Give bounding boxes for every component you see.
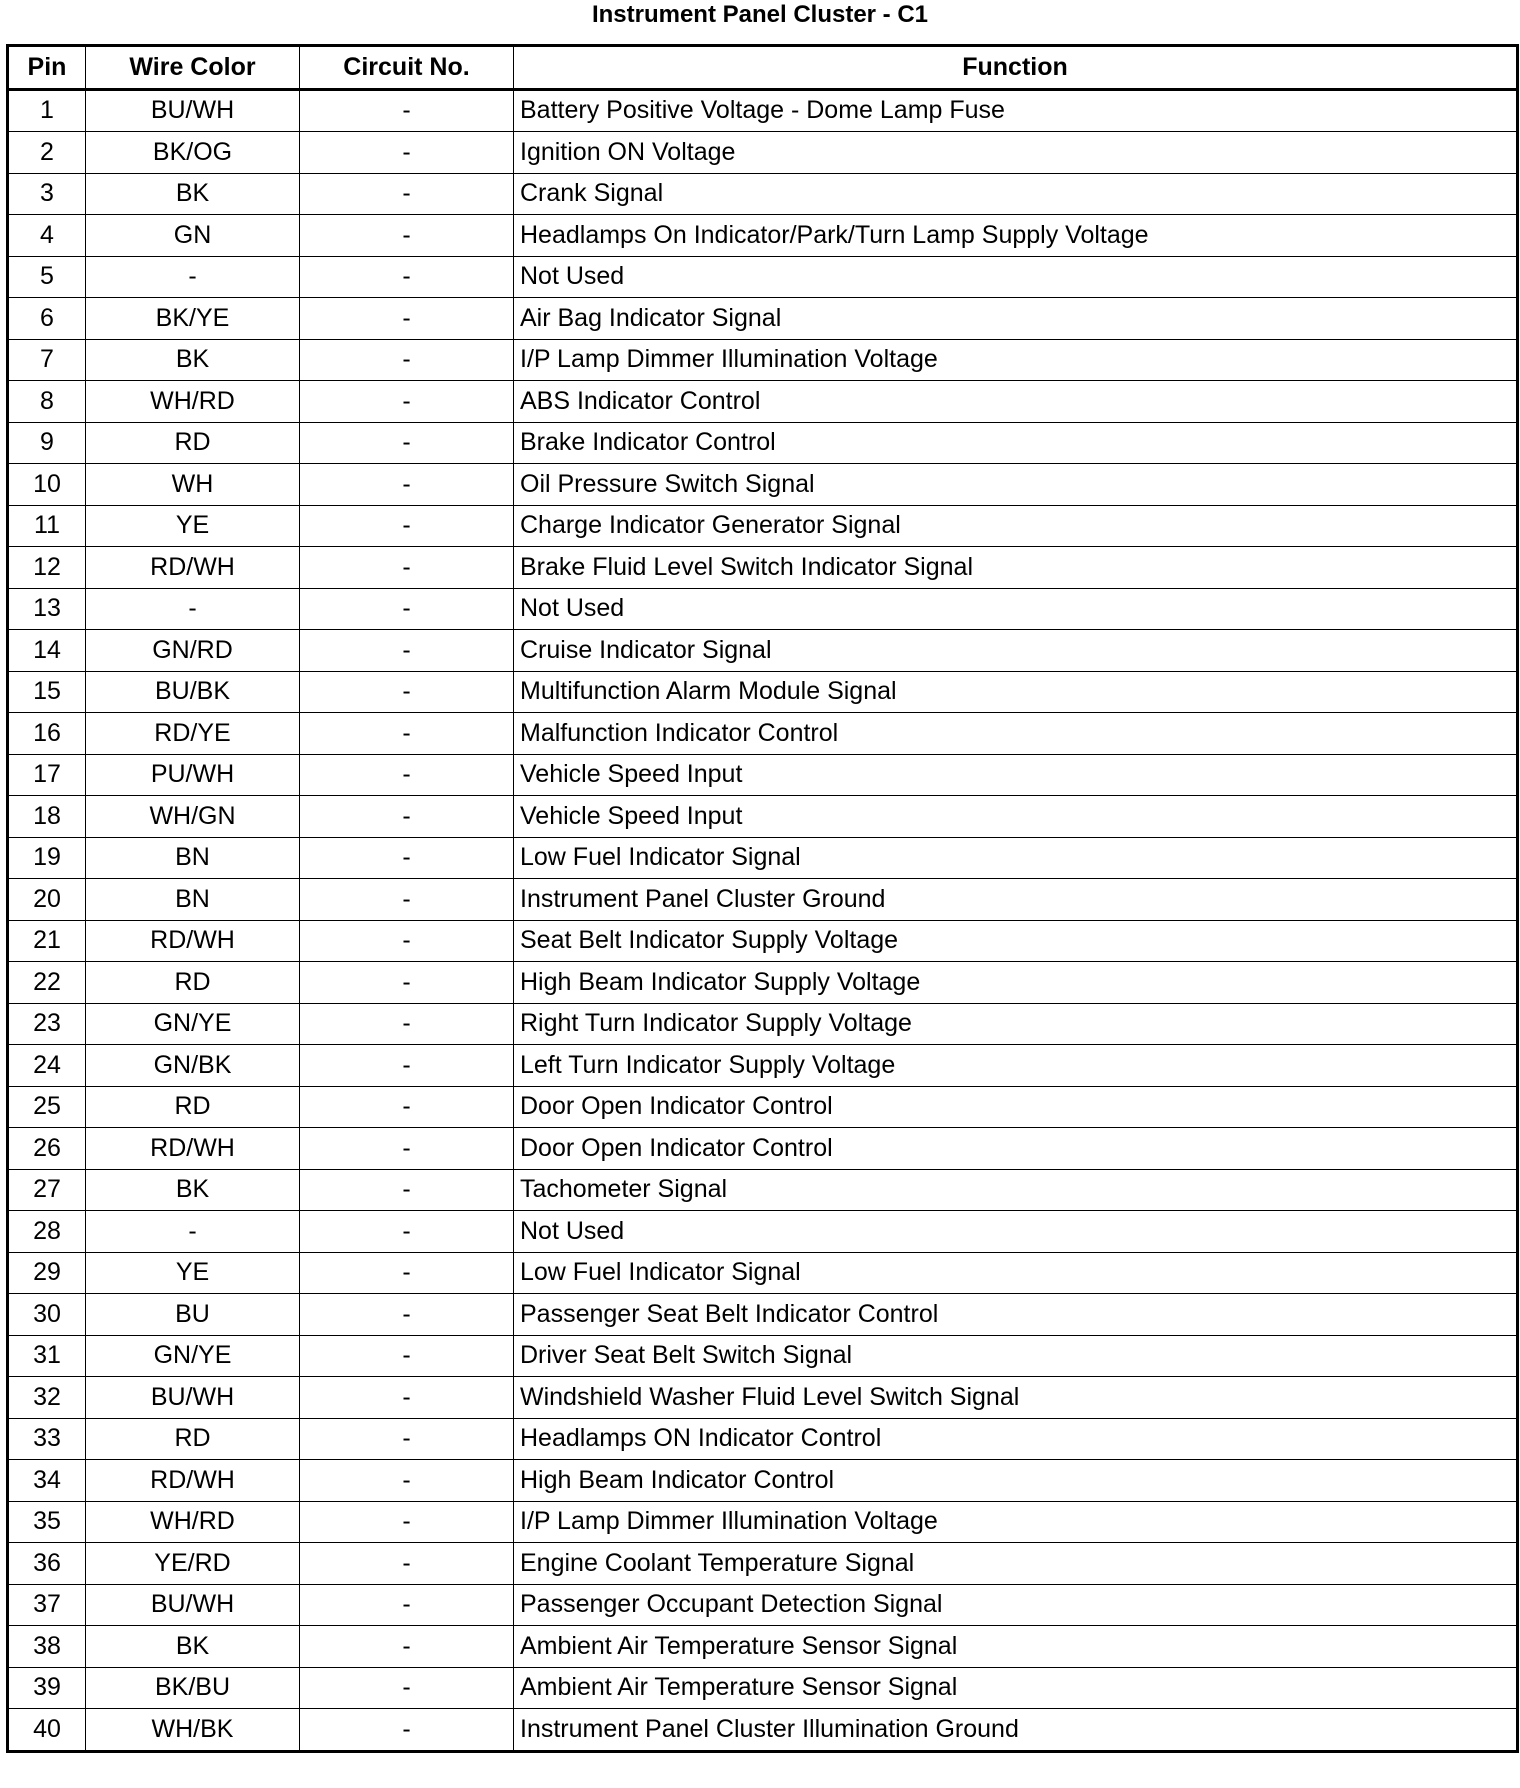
pin-cell: 29 — [8, 1252, 86, 1294]
circuit-no-cell: - — [300, 796, 514, 838]
function-cell: Headlamps ON Indicator Control — [514, 1418, 1518, 1460]
table-row — [8, 1045, 1518, 1087]
pin-cell: 40 — [8, 1709, 86, 1752]
function-cell: Ambient Air Temperature Sensor Signal — [514, 1626, 1518, 1668]
pin-cell: 25 — [8, 1086, 86, 1128]
circuit-no-cell: - — [300, 588, 514, 630]
wire-color-cell: RD/YE — [86, 713, 300, 755]
pin-cell: 10 — [8, 464, 86, 506]
circuit-no-cell: - — [300, 1501, 514, 1543]
function-cell: Engine Coolant Temperature Signal — [514, 1543, 1518, 1585]
wire-color-cell: BK — [86, 1169, 300, 1211]
table-row — [8, 339, 1518, 381]
wire-color-cell: BU/WH — [86, 1377, 300, 1419]
wire-color-cell: BU — [86, 1294, 300, 1336]
pin-cell: 35 — [8, 1501, 86, 1543]
function-cell: Malfunction Indicator Control — [514, 713, 1518, 755]
wire-color-cell: - — [86, 256, 300, 298]
pin-cell: 31 — [8, 1335, 86, 1377]
circuit-no-cell: - — [300, 547, 514, 589]
pin-cell: 24 — [8, 1045, 86, 1087]
function-cell: Tachometer Signal — [514, 1169, 1518, 1211]
circuit-no-cell: - — [300, 1294, 514, 1336]
pin-cell: 21 — [8, 920, 86, 962]
pin-cell: 36 — [8, 1543, 86, 1585]
circuit-no-cell: - — [300, 464, 514, 506]
pin-cell: 19 — [8, 837, 86, 879]
table-row — [8, 1418, 1518, 1460]
table-row — [8, 381, 1518, 423]
pin-cell: 15 — [8, 671, 86, 713]
table-row — [8, 1086, 1518, 1128]
function-cell: Charge Indicator Generator Signal — [514, 505, 1518, 547]
pin-cell: 16 — [8, 713, 86, 755]
wire-color-cell: RD/WH — [86, 547, 300, 589]
pin-cell: 2 — [8, 132, 86, 174]
pin-cell: 32 — [8, 1377, 86, 1419]
function-cell: Passenger Seat Belt Indicator Control — [514, 1294, 1518, 1336]
pin-cell: 33 — [8, 1418, 86, 1460]
wire-color-cell: WH/BK — [86, 1709, 300, 1752]
function-cell: Brake Fluid Level Switch Indicator Signal — [514, 547, 1518, 589]
wire-color-cell: BN — [86, 837, 300, 879]
pin-cell: 20 — [8, 879, 86, 921]
pin-cell: 34 — [8, 1460, 86, 1502]
function-cell: Crank Signal — [514, 173, 1518, 215]
pin-cell: 4 — [8, 215, 86, 257]
circuit-no-cell: - — [300, 713, 514, 755]
table-row — [8, 1584, 1518, 1626]
table-row — [8, 1543, 1518, 1585]
pin-cell: 37 — [8, 1584, 86, 1626]
circuit-no-cell: - — [300, 1335, 514, 1377]
pin-cell: 11 — [8, 505, 86, 547]
pin-cell: 39 — [8, 1667, 86, 1709]
table-row — [8, 1003, 1518, 1045]
circuit-no-cell: - — [300, 381, 514, 423]
table-row — [8, 89, 1518, 132]
wire-color-cell: YE/RD — [86, 1543, 300, 1585]
table-row — [8, 920, 1518, 962]
wire-color-cell: - — [86, 588, 300, 630]
pin-cell: 6 — [8, 298, 86, 340]
circuit-no-cell: - — [300, 1045, 514, 1087]
table-body — [8, 89, 1518, 1751]
function-cell: Ignition ON Voltage — [514, 132, 1518, 174]
pin-cell: 1 — [8, 89, 86, 132]
circuit-no-cell: - — [300, 422, 514, 464]
circuit-no-cell: - — [300, 505, 514, 547]
function-cell: Headlamps On Indicator/Park/Turn Lamp Supply Voltage — [514, 215, 1518, 257]
circuit-no-cell: - — [300, 1460, 514, 1502]
wire-color-cell: WH/GN — [86, 796, 300, 838]
function-cell: Driver Seat Belt Switch Signal — [514, 1335, 1518, 1377]
table-row — [8, 1335, 1518, 1377]
circuit-no-cell: - — [300, 1169, 514, 1211]
function-cell: I/P Lamp Dimmer Illumination Voltage — [514, 1501, 1518, 1543]
wire-color-cell: BK/BU — [86, 1667, 300, 1709]
pin-cell: 7 — [8, 339, 86, 381]
pin-cell: 28 — [8, 1211, 86, 1253]
pin-cell: 30 — [8, 1294, 86, 1336]
table-row — [8, 173, 1518, 215]
pin-cell: 22 — [8, 962, 86, 1004]
table-row — [8, 588, 1518, 630]
table-row — [8, 1460, 1518, 1502]
wire-color-cell: GN/BK — [86, 1045, 300, 1087]
function-cell: Air Bag Indicator Signal — [514, 298, 1518, 340]
table-row — [8, 1252, 1518, 1294]
wire-color-cell: BU/WH — [86, 89, 300, 132]
wire-color-cell: BK — [86, 339, 300, 381]
wire-color-cell: RD — [86, 1086, 300, 1128]
header-circuit-no: Circuit No. — [300, 46, 514, 90]
pin-cell: 9 — [8, 422, 86, 464]
function-cell: Multifunction Alarm Module Signal — [514, 671, 1518, 713]
wire-color-cell: RD/WH — [86, 1460, 300, 1502]
circuit-no-cell: - — [300, 1003, 514, 1045]
table-row — [8, 879, 1518, 921]
circuit-no-cell: - — [300, 962, 514, 1004]
wire-color-cell: WH/RD — [86, 381, 300, 423]
circuit-no-cell: - — [300, 132, 514, 174]
table-row — [8, 215, 1518, 257]
wire-color-cell: BN — [86, 879, 300, 921]
circuit-no-cell: - — [300, 298, 514, 340]
circuit-no-cell: - — [300, 1667, 514, 1709]
table-row — [8, 1709, 1518, 1752]
connector-table-container — [6, 44, 1516, 1753]
function-cell: Instrument Panel Cluster Illumination Ground — [514, 1709, 1518, 1752]
table-row — [8, 754, 1518, 796]
table-row — [8, 671, 1518, 713]
page-title: Instrument Panel Cluster - C1 — [591, 1, 929, 28]
connector-pinout-table — [6, 44, 1519, 1753]
table-row — [8, 1294, 1518, 1336]
header-function: Function — [514, 46, 1518, 90]
table-row — [8, 1501, 1518, 1543]
pin-cell: 23 — [8, 1003, 86, 1045]
table-row — [8, 630, 1518, 672]
pin-cell: 3 — [8, 173, 86, 215]
wire-color-cell: - — [86, 1211, 300, 1253]
function-cell: Instrument Panel Cluster Ground — [514, 879, 1518, 921]
circuit-no-cell: - — [300, 837, 514, 879]
circuit-no-cell: - — [300, 754, 514, 796]
wire-color-cell: BU/BK — [86, 671, 300, 713]
table-row — [8, 1667, 1518, 1709]
function-cell: ABS Indicator Control — [514, 381, 1518, 423]
circuit-no-cell: - — [300, 1626, 514, 1668]
function-cell: Not Used — [514, 1211, 1518, 1253]
circuit-no-cell: - — [300, 1418, 514, 1460]
table-row — [8, 1377, 1518, 1419]
table-row — [8, 1128, 1518, 1170]
header-wire-color: Wire Color — [86, 46, 300, 90]
wire-color-cell: BK/OG — [86, 132, 300, 174]
function-cell: Windshield Washer Fluid Level Switch Signal — [514, 1377, 1518, 1419]
function-cell: Low Fuel Indicator Signal — [514, 837, 1518, 879]
circuit-no-cell: - — [300, 1128, 514, 1170]
circuit-no-cell: - — [300, 879, 514, 921]
function-cell: I/P Lamp Dimmer Illumination Voltage — [514, 339, 1518, 381]
circuit-no-cell: - — [300, 339, 514, 381]
circuit-no-cell: - — [300, 671, 514, 713]
pin-cell: 17 — [8, 754, 86, 796]
table-row — [8, 1169, 1518, 1211]
table-row — [8, 298, 1518, 340]
circuit-no-cell: - — [300, 920, 514, 962]
function-cell: Not Used — [514, 256, 1518, 298]
circuit-no-cell: - — [300, 1252, 514, 1294]
wire-color-cell: YE — [86, 505, 300, 547]
table-row — [8, 132, 1518, 174]
circuit-no-cell: - — [300, 630, 514, 672]
circuit-no-cell: - — [300, 256, 514, 298]
circuit-no-cell: - — [300, 1543, 514, 1585]
wire-color-cell: RD/WH — [86, 920, 300, 962]
circuit-no-cell: - — [300, 1584, 514, 1626]
pin-cell: 5 — [8, 256, 86, 298]
header-row — [8, 46, 1518, 90]
function-cell: Battery Positive Voltage - Dome Lamp Fuse — [514, 89, 1518, 132]
function-cell: Oil Pressure Switch Signal — [514, 464, 1518, 506]
table-row — [8, 547, 1518, 589]
table-row — [8, 505, 1518, 547]
wire-color-cell: GN — [86, 215, 300, 257]
function-cell: Door Open Indicator Control — [514, 1086, 1518, 1128]
wire-color-cell: WH — [86, 464, 300, 506]
function-cell: Vehicle Speed Input — [514, 796, 1518, 838]
table-header — [8, 46, 1518, 90]
wire-color-cell: RD — [86, 962, 300, 1004]
table-row — [8, 713, 1518, 755]
pin-cell: 13 — [8, 588, 86, 630]
function-cell: Right Turn Indicator Supply Voltage — [514, 1003, 1518, 1045]
wire-color-cell: GN/YE — [86, 1003, 300, 1045]
circuit-no-cell: - — [300, 1211, 514, 1253]
wire-color-cell: WH/RD — [86, 1501, 300, 1543]
pin-cell: 8 — [8, 381, 86, 423]
table-row — [8, 256, 1518, 298]
circuit-no-cell: - — [300, 89, 514, 132]
pin-cell: 12 — [8, 547, 86, 589]
wire-color-cell: BU/WH — [86, 1584, 300, 1626]
function-cell: High Beam Indicator Control — [514, 1460, 1518, 1502]
wire-color-cell: PU/WH — [86, 754, 300, 796]
table-row — [8, 1211, 1518, 1253]
table-row — [8, 1626, 1518, 1668]
circuit-no-cell: - — [300, 1086, 514, 1128]
function-cell: Cruise Indicator Signal — [514, 630, 1518, 672]
table-row — [8, 962, 1518, 1004]
function-cell: Vehicle Speed Input — [514, 754, 1518, 796]
wire-color-cell: BK/YE — [86, 298, 300, 340]
function-cell: Door Open Indicator Control — [514, 1128, 1518, 1170]
pin-cell: 27 — [8, 1169, 86, 1211]
wire-color-cell: GN/RD — [86, 630, 300, 672]
header-pin: Pin — [8, 46, 86, 90]
pin-cell: 26 — [8, 1128, 86, 1170]
table-row — [8, 796, 1518, 838]
circuit-no-cell: - — [300, 173, 514, 215]
circuit-no-cell: - — [300, 1377, 514, 1419]
circuit-no-cell: - — [300, 1709, 514, 1752]
wire-color-cell: BK — [86, 1626, 300, 1668]
wire-color-cell: BK — [86, 173, 300, 215]
function-cell: Seat Belt Indicator Supply Voltage — [514, 920, 1518, 962]
table-row — [8, 464, 1518, 506]
table-row — [8, 837, 1518, 879]
function-cell: High Beam Indicator Supply Voltage — [514, 962, 1518, 1004]
function-cell: Left Turn Indicator Supply Voltage — [514, 1045, 1518, 1087]
function-cell: Low Fuel Indicator Signal — [514, 1252, 1518, 1294]
function-cell: Ambient Air Temperature Sensor Signal — [514, 1667, 1518, 1709]
wire-color-cell: RD — [86, 1418, 300, 1460]
pin-cell: 18 — [8, 796, 86, 838]
function-cell: Passenger Occupant Detection Signal — [514, 1584, 1518, 1626]
wire-color-cell: YE — [86, 1252, 300, 1294]
wire-color-cell: RD/WH — [86, 1128, 300, 1170]
pin-cell: 14 — [8, 630, 86, 672]
function-cell: Not Used — [514, 588, 1518, 630]
wire-color-cell: RD — [86, 422, 300, 464]
function-cell: Brake Indicator Control — [514, 422, 1518, 464]
wire-color-cell: GN/YE — [86, 1335, 300, 1377]
circuit-no-cell: - — [300, 215, 514, 257]
pin-cell: 38 — [8, 1626, 86, 1668]
table-row — [8, 422, 1518, 464]
